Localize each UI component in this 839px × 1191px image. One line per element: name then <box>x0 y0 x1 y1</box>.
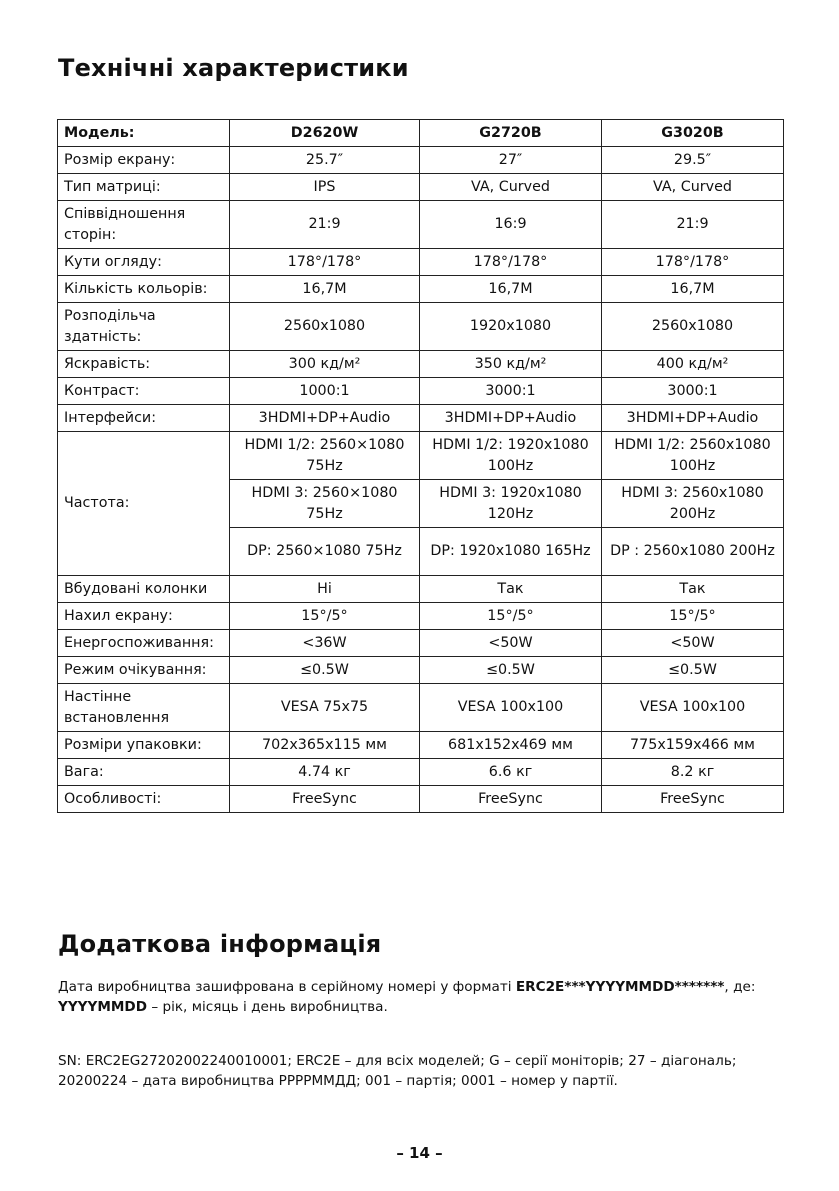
date-format: YYYYMMDD <box>58 999 147 1015</box>
row-value: ≤0.5W <box>602 657 784 684</box>
row-value: 15°/5° <box>602 603 784 630</box>
table-row <box>58 576 784 603</box>
row-value: Ні <box>230 576 420 603</box>
frequency-value: DP : 2560x1080 200Hz <box>602 528 784 576</box>
row-value: 21:9 <box>602 201 784 249</box>
row-label: Співвідношення сторін: <box>58 201 230 249</box>
table-row <box>58 351 784 378</box>
row-value: Так <box>420 576 602 603</box>
row-value: 3000:1 <box>420 378 602 405</box>
row-value: ≤0.5W <box>420 657 602 684</box>
row-label: Яскравість: <box>58 351 230 378</box>
row-label: Режим очікування: <box>58 657 230 684</box>
frequency-value: HDMI 1/2: 2560x1080 100Hz <box>602 432 784 480</box>
row-label: Енергоспоживання: <box>58 630 230 657</box>
table-row <box>58 276 784 303</box>
row-value: 25.7″ <box>230 147 420 174</box>
frequency-value: HDMI 3: 2560x1080 200Hz <box>602 480 784 528</box>
row-value: 178°/178° <box>420 249 602 276</box>
section-title-additional: Додаткова інформація <box>58 930 382 958</box>
row-label: Тип матриці: <box>58 174 230 201</box>
table-row <box>58 405 784 432</box>
row-label: Кількість кольорів: <box>58 276 230 303</box>
header-model-name: D2620W <box>230 120 420 147</box>
row-value: FreeSync <box>420 786 602 813</box>
row-value: 16:9 <box>420 201 602 249</box>
row-value: 3HDMI+DP+Audio <box>602 405 784 432</box>
table-row <box>58 432 784 480</box>
row-label: Розподільча здатність: <box>58 303 230 351</box>
row-value: 15°/5° <box>230 603 420 630</box>
manufacture-date-paragraph <box>58 977 788 1017</box>
para1-text-c: , де: <box>724 979 756 995</box>
header-model-name: G3020B <box>602 120 784 147</box>
table-row <box>58 759 784 786</box>
row-label: Вага: <box>58 759 230 786</box>
row-value: 1920x1080 <box>420 303 602 351</box>
row-value: 3HDMI+DP+Audio <box>230 405 420 432</box>
frequency-value: DP: 1920x1080 165Hz <box>420 528 602 576</box>
table-row <box>58 201 784 249</box>
row-label: Розмір екрану: <box>58 147 230 174</box>
row-value: VA, Curved <box>602 174 784 201</box>
header-model-label: Модель: <box>58 120 230 147</box>
row-value: 29.5″ <box>602 147 784 174</box>
row-value: 702x365x115 мм <box>230 732 420 759</box>
table-row <box>58 303 784 351</box>
frequency-value: HDMI 3: 2560×1080 75Hz <box>230 480 420 528</box>
row-value: FreeSync <box>230 786 420 813</box>
row-value: 3000:1 <box>602 378 784 405</box>
specs-table <box>57 119 784 813</box>
table-row <box>58 732 784 759</box>
table-row <box>58 630 784 657</box>
row-value: 8.2 кг <box>602 759 784 786</box>
row-value: 1000:1 <box>230 378 420 405</box>
row-value: 4.74 кг <box>230 759 420 786</box>
row-value: 21:9 <box>230 201 420 249</box>
table-row <box>58 786 784 813</box>
serial-format: ERC2E***YYYYMMDD******* <box>515 979 725 995</box>
row-value: 27″ <box>420 147 602 174</box>
table-row <box>58 684 784 732</box>
row-value: FreeSync <box>602 786 784 813</box>
page-number: – 14 – <box>396 1144 443 1162</box>
row-value: 16,7M <box>420 276 602 303</box>
row-value: 16,7M <box>602 276 784 303</box>
row-value: 350 кд/м² <box>420 351 602 378</box>
frequency-value: HDMI 1/2: 1920x1080 100Hz <box>420 432 602 480</box>
row-value: <50W <box>420 630 602 657</box>
row-value: 178°/178° <box>230 249 420 276</box>
row-label: Кути огляду: <box>58 249 230 276</box>
frequency-value: HDMI 1/2: 2560×1080 75Hz <box>230 432 420 480</box>
row-value: VESA 100x100 <box>420 684 602 732</box>
row-label: Частота: <box>58 432 230 576</box>
table-header-row <box>58 120 784 147</box>
row-value: 400 кд/м² <box>602 351 784 378</box>
row-value: 300 кд/м² <box>230 351 420 378</box>
serial-example-paragraph: SN: ERC2EG27202002240010001; ERC2E – для всіх моделей; G – серії моніторів; 27 – діагональ; 20200224 – дата виробництва РРРРММДД; 001 – партія; 0001 – номер у партії. <box>58 1053 737 1089</box>
row-value: 775x159x466 мм <box>602 732 784 759</box>
header-model-name: G2720B <box>420 120 602 147</box>
row-label: Настінне встановлення <box>58 684 230 732</box>
table-row <box>58 147 784 174</box>
row-value: 681x152x469 мм <box>420 732 602 759</box>
frequency-value: DP: 2560×1080 75Hz <box>230 528 420 576</box>
row-value: VESA 100x100 <box>602 684 784 732</box>
table-row <box>58 249 784 276</box>
row-label: Особливості: <box>58 786 230 813</box>
row-value: 15°/5° <box>420 603 602 630</box>
row-value: 2560x1080 <box>230 303 420 351</box>
row-value: IPS <box>230 174 420 201</box>
row-value: 16,7M <box>230 276 420 303</box>
table-row <box>58 657 784 684</box>
row-label: Вбудовані колонки <box>58 576 230 603</box>
row-value: VESA 75x75 <box>230 684 420 732</box>
row-value: <50W <box>602 630 784 657</box>
row-value: ≤0.5W <box>230 657 420 684</box>
para1-text-e: – рік, місяць і день виробництва. <box>147 999 388 1015</box>
row-value: 2560x1080 <box>602 303 784 351</box>
table-row <box>58 378 784 405</box>
row-label: Контраст: <box>58 378 230 405</box>
row-label: Розміри упаковки: <box>58 732 230 759</box>
row-value: <36W <box>230 630 420 657</box>
row-value: 6.6 кг <box>420 759 602 786</box>
section-title-specs: Технічні характеристики <box>58 54 409 82</box>
table-row <box>58 174 784 201</box>
table-row <box>58 603 784 630</box>
row-value: Так <box>602 576 784 603</box>
row-label: Інтерфейси: <box>58 405 230 432</box>
row-value: 178°/178° <box>602 249 784 276</box>
row-label: Нахил екрану: <box>58 603 230 630</box>
row-value: 3HDMI+DP+Audio <box>420 405 602 432</box>
frequency-value: HDMI 3: 1920x1080 120Hz <box>420 480 602 528</box>
para1-text-a: Дата виробництва зашифрована в серійному номері у форматі <box>58 979 516 995</box>
row-value: VA, Curved <box>420 174 602 201</box>
